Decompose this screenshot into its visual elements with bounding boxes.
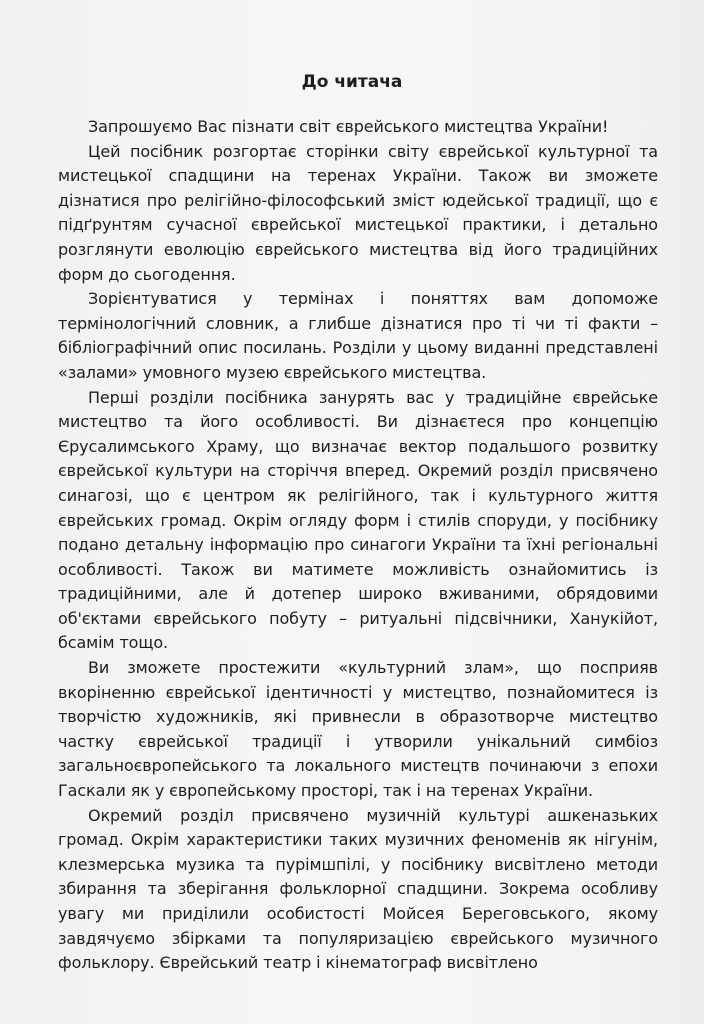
paragraph-4: Перші розділи посібника занурять вас у традиційне єврейське мистецтво та його особливості. Ви дізнаєтеся про концепцію Єрусалимського Храму, що визначає вектор подальшого розвитку єврейської культури на сторіччя вперед. Окремий розділ присвячено синагозі, що є центром як релігійного, так і культурного життя єврейських громад. Окрім огляду форм і стилів споруди, у посібнику подано детальну інформацію про синагоги України та їхні регіональні особливості. Також ви матимете можливість ознайомитись із традиційними, але й дотепер широко вживаними, обрядовими об'єктами єврейського побуту – ритуальні підсвічники, Ханукійот, бсамім тощо. [58,387,658,653]
paragraph-3: Зорієнтуватися у термінах і поняттях вам допоможе термінологічний словник, а глибше дізнатися про ті чи ті факти – бібліографічний опис посилань. Розділи у цьому виданні представлені «залами» умовного музею єврейського мистецтва. [58,289,658,382]
page-title: До читача [301,72,403,92]
paragraph-1: Запрошуємо Вас пізнати світ єврейського мистецтва України! [88,117,609,136]
paragraph-6: Окремий розділ присвячено музичній культурі ашкеназьких громад. Окрім характеристики таких музичних феноменів як нігунім, клезмерська музика та пурімшпілі, у посібнику висвітлено методи збирання та зберігання фольклорної спадщини. Зокрема особливу увагу ми приділили особистості Мойсея Береговського, якому завдячуємо збірками та популяризацією єврейського музичного фольклору. Єврейський театр і кінематограф висвітлено [58,805,658,973]
body-text [58,115,658,976]
paragraph-2: Цей посібник розгортає сторінки світу єврейської культурної та мистецької спадщини на теренах України. Також ви зможете дізнатися про релігійно-філософський зміст юдейської традиції, що є підґрунтям сучасної єврейської мистецької практики, і детально розглянути еволюцію єврейського мистецтва від його традиційних форм до сьогодення. [58,141,658,284]
paragraph-5: Ви зможете простежити «культурний злам», що посприяв вкоріненню єврейської ідентичності у мистецтво, познайомитеся із творчістю художників, які привнесли в образотворче мистецтво частку єврейської традиції і утворили унікальний симбіоз загальноєвропейського та локального мистецтв починаючи з епохи Гаскали як у європейському просторі, так і на теренах України. [58,658,658,801]
